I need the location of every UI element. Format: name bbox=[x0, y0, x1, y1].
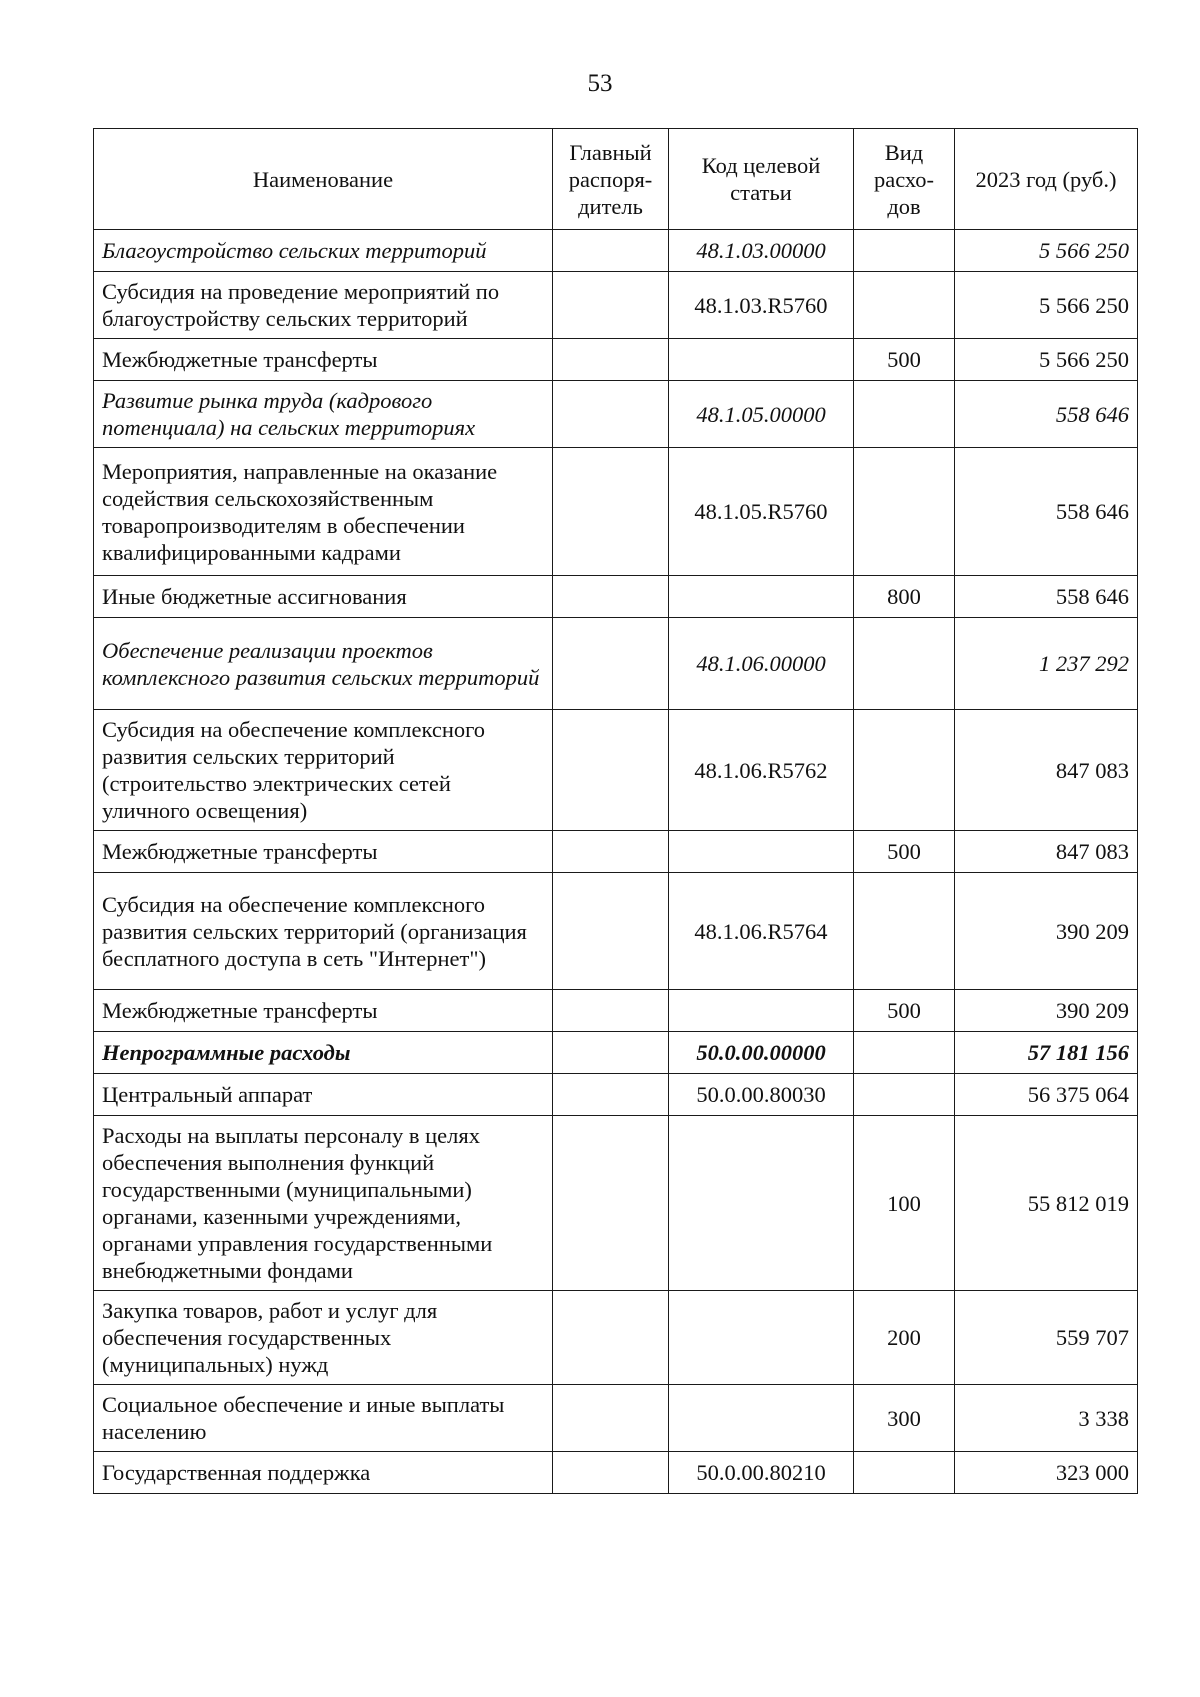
cell-type bbox=[854, 873, 955, 990]
cell-amount: 55 812 019 bbox=[955, 1116, 1138, 1291]
cell-manager bbox=[553, 339, 669, 381]
cell-type bbox=[854, 448, 955, 576]
cell-amount: 558 646 bbox=[955, 381, 1138, 448]
cell-code: 48.1.06.00000 bbox=[669, 618, 854, 710]
cell-amount: 390 209 bbox=[955, 873, 1138, 990]
cell-manager bbox=[553, 1452, 669, 1494]
table-body bbox=[94, 230, 1138, 1494]
cell-amount: 56 375 064 bbox=[955, 1074, 1138, 1116]
cell-name: Субсидия на обеспечение комплексного развития сельских территорий (строительство электрических сетей уличного освещения) bbox=[94, 710, 553, 831]
header-type: Вид расхо-дов bbox=[854, 129, 955, 230]
cell-amount: 559 707 bbox=[955, 1291, 1138, 1385]
cell-name: Развитие рынка труда (кадрового потенциала) на сельских территориях bbox=[94, 381, 553, 448]
cell-type bbox=[854, 381, 955, 448]
cell-manager bbox=[553, 873, 669, 990]
cell-manager bbox=[553, 1385, 669, 1452]
cell-code: 48.1.05.00000 bbox=[669, 381, 854, 448]
cell-manager bbox=[553, 381, 669, 448]
cell-name: Межбюджетные трансферты bbox=[94, 990, 553, 1032]
cell-type: 300 bbox=[854, 1385, 955, 1452]
cell-manager bbox=[553, 230, 669, 272]
cell-amount: 390 209 bbox=[955, 990, 1138, 1032]
cell-code bbox=[669, 339, 854, 381]
cell-type: 500 bbox=[854, 831, 955, 873]
table-row bbox=[94, 1032, 1138, 1074]
cell-type bbox=[854, 618, 955, 710]
table-row bbox=[94, 381, 1138, 448]
table-row bbox=[94, 1074, 1138, 1116]
budget-table bbox=[93, 128, 1138, 1494]
cell-amount: 847 083 bbox=[955, 710, 1138, 831]
cell-name: Непрограммные расходы bbox=[94, 1032, 553, 1074]
cell-manager bbox=[553, 576, 669, 618]
cell-amount: 5 566 250 bbox=[955, 272, 1138, 339]
cell-type bbox=[854, 272, 955, 339]
table-row bbox=[94, 990, 1138, 1032]
table-row bbox=[94, 576, 1138, 618]
cell-amount: 57 181 156 bbox=[955, 1032, 1138, 1074]
cell-name: Субсидия на проведение мероприятий по благоустройству сельских территорий bbox=[94, 272, 553, 339]
cell-manager bbox=[553, 1032, 669, 1074]
table-row bbox=[94, 831, 1138, 873]
cell-manager bbox=[553, 1291, 669, 1385]
cell-code: 50.0.00.00000 bbox=[669, 1032, 854, 1074]
cell-name: Обеспечение реализации проектов комплексного развития сельских территорий bbox=[94, 618, 553, 710]
cell-type bbox=[854, 1074, 955, 1116]
table-row bbox=[94, 1385, 1138, 1452]
cell-type bbox=[854, 710, 955, 831]
cell-name: Мероприятия, направленные на оказание содействия сельскохозяйственным товаропроизводителям в обеспечении квалифицированными кадрами bbox=[94, 448, 553, 576]
cell-code: 48.1.06.R5764 bbox=[669, 873, 854, 990]
cell-name: Социальное обеспечение и иные выплаты населению bbox=[94, 1385, 553, 1452]
cell-type: 200 bbox=[854, 1291, 955, 1385]
table-row bbox=[94, 710, 1138, 831]
cell-type: 100 bbox=[854, 1116, 955, 1291]
header-amount: 2023 год (руб.) bbox=[955, 129, 1138, 230]
cell-code: 50.0.00.80210 bbox=[669, 1452, 854, 1494]
cell-amount: 5 566 250 bbox=[955, 339, 1138, 381]
cell-name: Субсидия на обеспечение комплексного развития сельских территорий (организация бесплатного доступа в сеть "Интернет") bbox=[94, 873, 553, 990]
cell-amount: 847 083 bbox=[955, 831, 1138, 873]
cell-amount: 3 338 bbox=[955, 1385, 1138, 1452]
header-manager: Главный распоря-дитель bbox=[553, 129, 669, 230]
table-header-row bbox=[94, 129, 1138, 230]
header-name: Наименование bbox=[94, 129, 553, 230]
page-number: 53 bbox=[587, 70, 613, 97]
table-row bbox=[94, 1116, 1138, 1291]
cell-manager bbox=[553, 272, 669, 339]
cell-name: Благоустройство сельских территорий bbox=[94, 230, 553, 272]
cell-code bbox=[669, 990, 854, 1032]
cell-manager bbox=[553, 990, 669, 1032]
cell-name: Расходы на выплаты персоналу в целях обеспечения выполнения функций государственными (муниципальными) органами, казенными учреждениями, органами управления государственными внебюджетными фондами bbox=[94, 1116, 553, 1291]
cell-code bbox=[669, 831, 854, 873]
cell-code: 48.1.05.R5760 bbox=[669, 448, 854, 576]
cell-manager bbox=[553, 1074, 669, 1116]
table-row bbox=[94, 272, 1138, 339]
cell-type bbox=[854, 230, 955, 272]
cell-manager bbox=[553, 1116, 669, 1291]
table-row bbox=[94, 873, 1138, 990]
cell-type: 500 bbox=[854, 339, 955, 381]
cell-name: Иные бюджетные ассигнования bbox=[94, 576, 553, 618]
cell-code: 48.1.03.R5760 bbox=[669, 272, 854, 339]
cell-name: Межбюджетные трансферты bbox=[94, 831, 553, 873]
table-row bbox=[94, 1452, 1138, 1494]
table-row bbox=[94, 618, 1138, 710]
cell-manager bbox=[553, 448, 669, 576]
cell-manager bbox=[553, 710, 669, 831]
cell-amount: 558 646 bbox=[955, 576, 1138, 618]
cell-amount: 558 646 bbox=[955, 448, 1138, 576]
cell-name: Закупка товаров, работ и услуг для обеспечения государственных (муниципальных) нужд bbox=[94, 1291, 553, 1385]
cell-manager bbox=[553, 618, 669, 710]
table-row bbox=[94, 1291, 1138, 1385]
cell-type bbox=[854, 1452, 955, 1494]
cell-code bbox=[669, 1116, 854, 1291]
cell-amount: 1 237 292 bbox=[955, 618, 1138, 710]
table-row bbox=[94, 230, 1138, 272]
cell-amount: 5 566 250 bbox=[955, 230, 1138, 272]
cell-code: 48.1.03.00000 bbox=[669, 230, 854, 272]
cell-code bbox=[669, 576, 854, 618]
cell-type: 800 bbox=[854, 576, 955, 618]
table-row bbox=[94, 448, 1138, 576]
cell-code: 48.1.06.R5762 bbox=[669, 710, 854, 831]
cell-code: 50.0.00.80030 bbox=[669, 1074, 854, 1116]
cell-type bbox=[854, 1032, 955, 1074]
cell-name: Межбюджетные трансферты bbox=[94, 339, 553, 381]
cell-amount: 323 000 bbox=[955, 1452, 1138, 1494]
cell-name: Государственная поддержка bbox=[94, 1452, 553, 1494]
cell-code bbox=[669, 1385, 854, 1452]
cell-code bbox=[669, 1291, 854, 1385]
cell-name: Центральный аппарат bbox=[94, 1074, 553, 1116]
header-code: Код целевой статьи bbox=[669, 129, 854, 230]
table-row bbox=[94, 339, 1138, 381]
cell-type: 500 bbox=[854, 990, 955, 1032]
cell-manager bbox=[553, 831, 669, 873]
